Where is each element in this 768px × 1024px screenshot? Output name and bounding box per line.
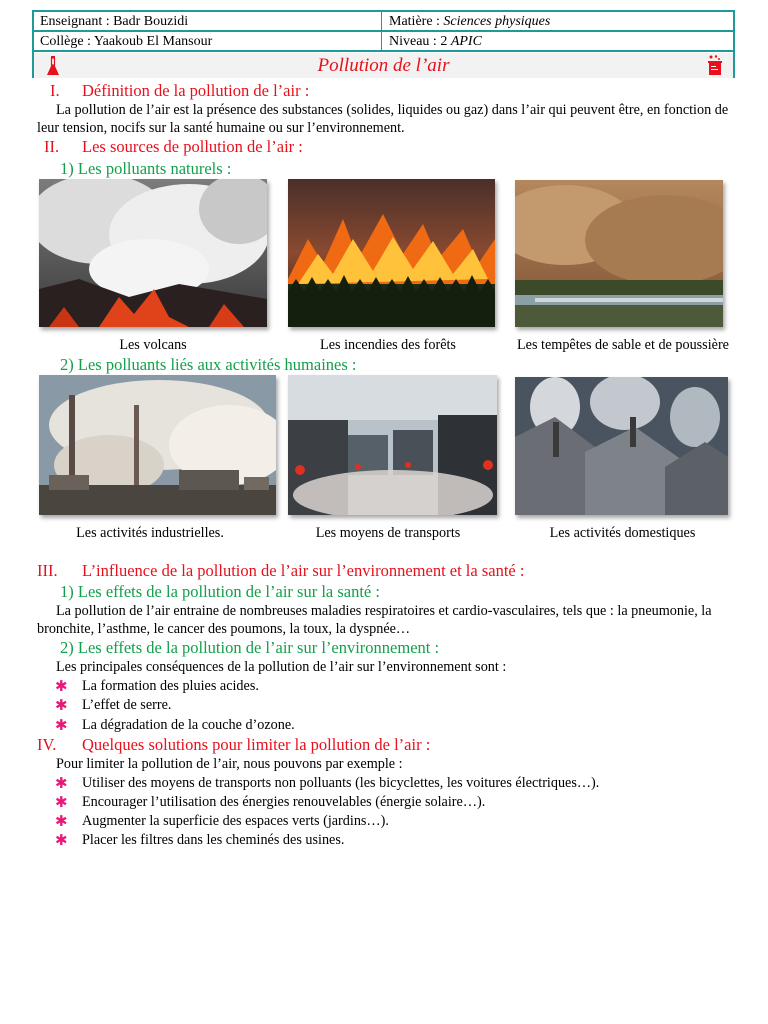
environment-text: Les principales conséquences de la pollution de l’air sur l’environnement sont : xyxy=(56,659,507,675)
beaker-icon xyxy=(707,55,723,76)
level-value: APIC xyxy=(450,34,482,49)
list-item-text: Augmenter la superficie des espaces verts (jardins…). xyxy=(82,813,389,829)
section-3-number: III. xyxy=(37,561,58,580)
subsection-environment-title: 2) Les effets de la pollution de l’air sur l’environnement : xyxy=(60,638,440,657)
subject-value: Sciences physiques xyxy=(443,14,551,29)
asterisk-icon: ✱ xyxy=(55,774,68,792)
list-item-text: L’effet de serre. xyxy=(82,697,172,713)
asterisk-icon: ✱ xyxy=(55,793,68,811)
header-table xyxy=(32,10,735,78)
list-item xyxy=(55,774,600,792)
subject-cell xyxy=(383,12,550,31)
asterisk-icon: ✱ xyxy=(55,696,68,714)
health-text: La pollution de l’air entraine de nombreuses maladies respiratoires et cardio-vasculaires, tels que : la pneumonie, la bronchite, l’asthme, le cancer des poumons, la toux, la dyspnée… xyxy=(37,603,712,637)
school-cell xyxy=(34,32,212,51)
caption-sandstorms: Les tempêtes de sable et de poussière xyxy=(517,337,729,353)
list-item-text: La formation des pluies acides. xyxy=(82,678,259,694)
section-4-number: IV. xyxy=(37,735,57,754)
flask-icon xyxy=(46,56,60,76)
caption-transport: Les moyens de transports xyxy=(315,525,461,541)
list-item xyxy=(55,812,389,830)
list-item-text: Utiliser des moyens de transports non polluants (les bicyclettes, les voitures électriques…). xyxy=(82,775,600,791)
asterisk-icon: ✱ xyxy=(55,677,68,695)
industry-image xyxy=(39,375,276,515)
subsection-natural-title: 1) Les polluants naturels : xyxy=(60,159,232,178)
solutions-text: Pour limiter la pollution de l’air, nous pouvons par exemple : xyxy=(56,756,403,772)
caption-domestic: Les activités domestiques xyxy=(549,525,696,541)
list-item xyxy=(55,696,172,714)
domestic-image xyxy=(515,377,728,515)
section-1-number: I. xyxy=(50,81,60,100)
subject-label: Matière : xyxy=(389,14,444,29)
asterisk-icon: ✱ xyxy=(55,716,68,734)
section-4-title: Quelques solutions pour limiter la pollution de l’air : xyxy=(82,735,431,754)
asterisk-icon: ✱ xyxy=(55,831,68,849)
school-text: Collège : Yaakoub El Mansour xyxy=(40,34,213,49)
divider xyxy=(34,50,733,52)
teacher-text: Enseignant : Badr Bouzidi xyxy=(40,14,189,29)
caption-volcanoes: Les volcans xyxy=(119,337,187,353)
list-item xyxy=(55,716,295,734)
subsection-human-title: 2) Les polluants liés aux activités humaines : xyxy=(60,355,357,374)
section-1-text: La pollution de l’air est la présence des substances (solides, liquides ou gaz) dans l’air qui peuvent être, en fonction de leur tension, nocifs sur la santé humaine ou sur l’environnement. xyxy=(37,102,729,136)
section-3-title: L’influence de la pollution de l’air sur l’environnement et la santé : xyxy=(82,561,525,580)
forest-fire-image xyxy=(288,179,495,327)
level-label: Niveau : 2 xyxy=(389,34,451,49)
traffic-image xyxy=(288,375,497,515)
list-item xyxy=(55,677,259,695)
list-item-text: Placer les filtres dans les cheminés des usines. xyxy=(82,832,345,848)
list-item-text: Encourager l’utilisation des énergies renouvelables (énergie solaire…). xyxy=(82,794,486,810)
page-title: Pollution de l’air xyxy=(317,55,450,76)
divider xyxy=(381,12,382,50)
list-item xyxy=(55,793,486,811)
subsection-health-title: 1) Les effets de la pollution de l’air sur la santé : xyxy=(60,582,380,601)
section-2-title: Les sources de pollution de l’air : xyxy=(82,137,303,156)
level-cell xyxy=(383,32,482,51)
section-2-number: II. xyxy=(44,137,60,156)
volcano-image xyxy=(39,179,267,327)
list-item-text: La dégradation de la couche d’ozone. xyxy=(82,717,295,733)
teacher-cell xyxy=(34,12,188,31)
section-1-title: Définition de la pollution de l’air : xyxy=(82,81,310,100)
list-item xyxy=(55,831,345,849)
asterisk-icon: ✱ xyxy=(55,812,68,830)
caption-industrial: Les activités industrielles. xyxy=(76,525,224,541)
caption-forest-fires: Les incendies des forêts xyxy=(320,337,456,353)
sandstorm-image xyxy=(515,180,723,327)
